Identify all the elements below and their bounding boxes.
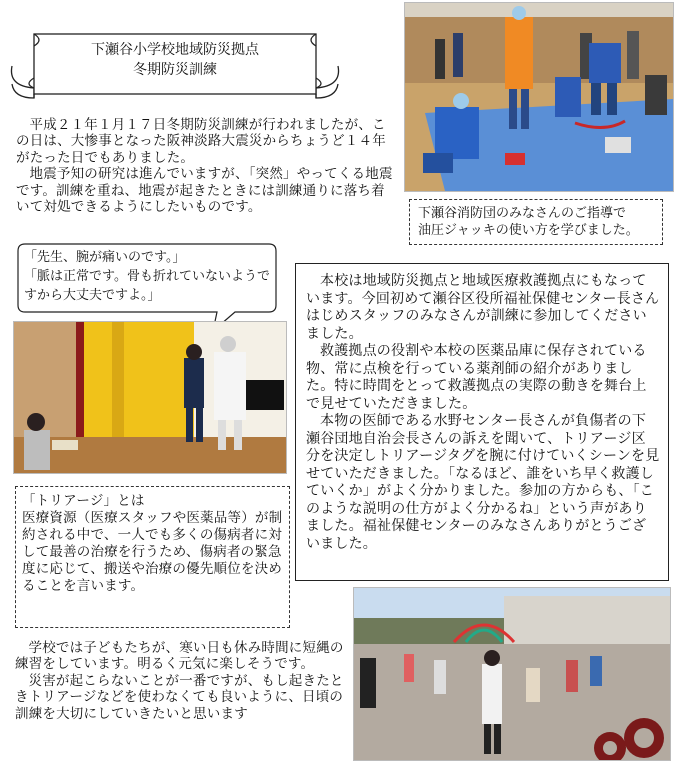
photo-stage-demo (13, 321, 287, 474)
photo-schoolyard (353, 587, 671, 761)
main-article-box (295, 263, 669, 581)
article-paragraph-3: 本物の医師である水野センター長さんが負傷者の下瀬谷団地自治会長さんの訴えを聞いて、トリアージ区分を決定しトリアージタグを腕に付けていくシーンを見せていただきました。「なるほど、誰をいち早く救護していくか」がよく分かりました。参加の方からも、「このような説明の仕方がよく分かるね」という声がありました。福祉保健センターのみなさんありがとうございました。 (306, 413, 660, 552)
banner-title-line2: 冬期防災訓練 (133, 62, 217, 78)
caption-line2: 油圧ジャッキの使い方を学びました。 (418, 223, 639, 238)
triage-title: 「トリアージ」とは (22, 493, 145, 509)
banner-title-line1: 下瀬谷小学校地域防災拠点 (91, 42, 259, 58)
speech-line1: 「先生、腕が痛いのです。」 (24, 250, 186, 265)
intro-text (16, 117, 397, 215)
triage-definition-box (15, 486, 290, 628)
photo-caption-jack (409, 199, 663, 245)
triage-body: 医療資源（医療スタッフや医薬品等）が制約される中で、一人でも多くの傷病者に対して最善の治療を行うため、傷病者の緊急度に応じて、搬送や治療の優先順位を決めることを言います。 (22, 510, 283, 594)
title-banner (4, 26, 346, 106)
caption-line1: 下瀬谷消防団のみなさんのご指導で (418, 206, 627, 221)
closing-paragraph-2: 災害が起こらないことが一番ですが、もし起きたときトリアージなどを使わなくても良いように、日頃の訓練を大切にしていきたいと思います (15, 672, 344, 722)
intro-paragraph-2: 地震予知の研究は進んでいますが、「突然」やってくる地震です。訓練を重ね、地震が起きたときには訓練通りに落ち着いて対処できるようにしたいものです。 (16, 166, 393, 216)
closing-paragraph-1: 学校では子どもたちが、寒い日も休み時間に短縄の練習をしています。明るく元気に楽しそうです。 (15, 640, 344, 673)
speech-bubble (17, 243, 277, 333)
photo-jack-training (404, 2, 674, 192)
article-paragraph-1: 本校は地域防災拠点と地域医療救護拠点にもなっています。今回初めて瀬谷区役所福祉保健センター長さんはじめスタッフのみなさんが訓練に参加してくださいました。 (306, 273, 660, 342)
intro-paragraph-1: 平成２１年１月１７日冬期防災訓練が行われましたが、この日は、大惨事となった阪神淡路大震災からちょうど１４年がたった日でもありました。 (16, 117, 386, 166)
speech-line2: 「脈は正常です。骨も折れていないようですから大丈夫ですよ。」 (24, 269, 270, 303)
closing-text (15, 640, 349, 722)
article-paragraph-2: 救護拠点の役割や本校の医薬品庫に保存されている物、常に点検を行っている薬剤師の紹介がありました。特に時間をとって救護拠点の実際の動きを舞台上で見せていただきました。 (306, 343, 647, 412)
